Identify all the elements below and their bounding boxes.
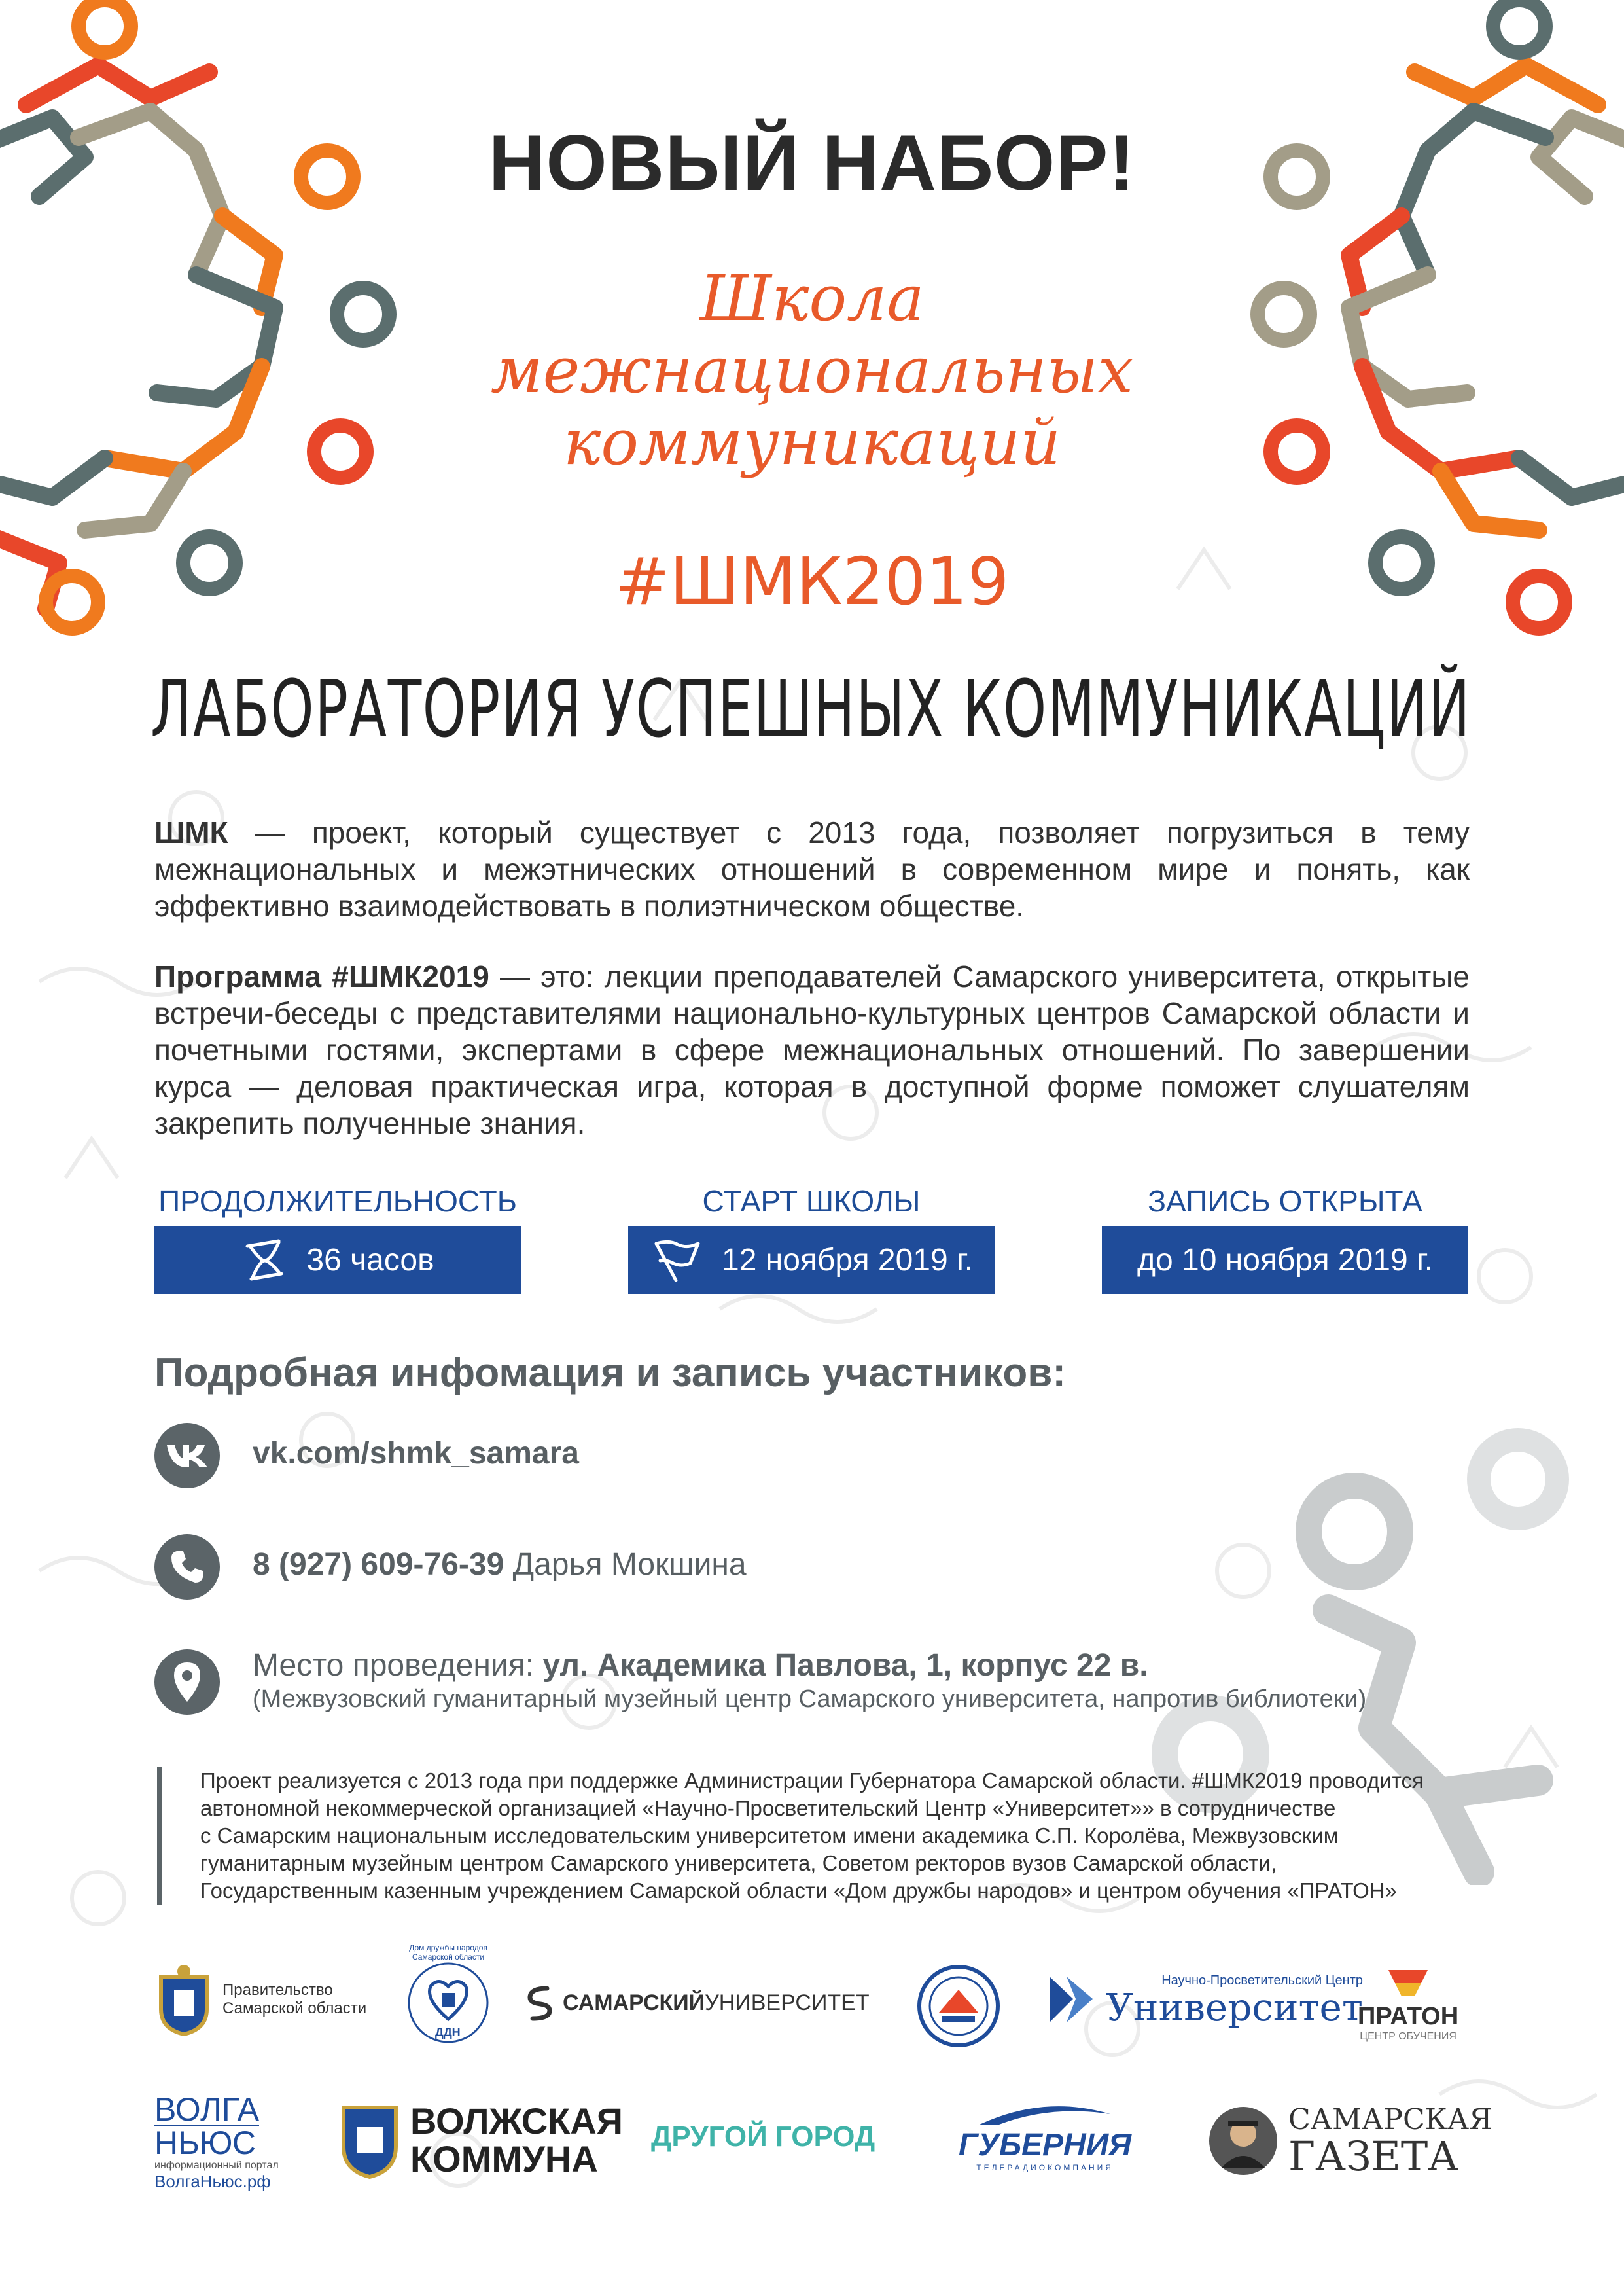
gazeta-portrait-icon (1207, 2105, 1279, 2177)
praton-icon (1375, 1964, 1441, 2003)
volga-sub: информационный портал (154, 2160, 279, 2171)
gubernia-text: ГУБЕРНИЯ (959, 2128, 1132, 2162)
about-p2-bold: Программа #ШМК2019 (154, 960, 489, 994)
contacts-title: Подробная инфомация и запись участников: (154, 1350, 1066, 1395)
volga-line-2: НЬЮС (154, 2125, 256, 2161)
duration-box (154, 1226, 521, 1294)
signup-box (1102, 1226, 1468, 1294)
drugoi-gorod-text: ДРУГОЙ ГОРОД (651, 2121, 875, 2153)
location-pin-icon (154, 1649, 220, 1715)
support-notice (157, 1767, 1472, 1905)
start-label: СТАРТ ШКОЛЫ (702, 1184, 921, 1218)
coat-of-arms-icon (154, 1964, 213, 2036)
signup-label: ЗАПИСЬ ОТКРЫТА (1148, 1184, 1422, 1218)
npc-small: Научно-Просветительский Центр (1161, 1973, 1363, 1988)
logo-samara-government (154, 1964, 366, 2036)
logo-volga-news (154, 2091, 279, 2192)
phone-number[interactable]: 8 (927) 609-76-39 (253, 1547, 504, 1582)
lab-title: ЛАБОРАТОРИЯ УСПЕШНЫХ КОММУНИКАЦИЙ (150, 664, 1472, 755)
council-emblem-icon (916, 1964, 1001, 2049)
venue-prefix: Место проведения: (253, 1648, 543, 1683)
phone-icon (154, 1534, 220, 1600)
ddn-ring-text: Дом дружбы народов Самарской области (409, 1943, 487, 1962)
vk-icon (154, 1423, 220, 1488)
start-value: 12 ноября 2019 г. (722, 1242, 973, 1278)
duration-label: ПРОДОЛЖИТЕЛЬНОСТЬ (158, 1184, 517, 1218)
logo-council (916, 1964, 1001, 2049)
new-set-heading: НОВЫЙ НАБОР! (488, 119, 1136, 207)
hourglass-icon (241, 1237, 287, 1283)
gazeta-line-1: САМАРСКАЯ (1288, 2103, 1492, 2136)
school-title-line3: коммуникаций (563, 406, 1061, 479)
samara-uni-bold: САМАРСКИЙ (563, 1990, 705, 2015)
hashtag: #ШМК2019 (614, 543, 1010, 620)
notice-line-1: Проект реализуется с 2013 года при поддержке Администрации Губернатора Самарской области. #ШМК2019 проводится (200, 1768, 1424, 1793)
logo-samarskaya-gazeta (1207, 2104, 1492, 2178)
gov-line-2: Самарской области (222, 2000, 367, 2017)
about-paragraph-1 (154, 814, 1470, 924)
gov-line-1: Правительство (222, 1981, 333, 1999)
about-p1-text: — проект, который существует с 2013 года, позволяет погрузиться в тему межнациональных и межэтнических отношений в современном мире и понять, как эффективно взаимодействовать в полиэтническом обществе. (154, 816, 1470, 923)
volga-site: ВолгаНьюс.рф (154, 2172, 271, 2191)
phone-person: Дарья Мокшина (504, 1547, 747, 1582)
gazeta-line-2: ГАЗЕТА (1288, 2132, 1459, 2180)
duration-value: 36 часов (306, 1242, 434, 1278)
notice-line-2: автономной некоммерческой организацией «Научно-Просветительский Центр «Университет»» в сотрудничестве (200, 1796, 1336, 1820)
logo-drugoi-gorod (651, 2121, 875, 2153)
kommuna-line-1: ВОЛЖСКАЯ (410, 2100, 624, 2142)
start-box (628, 1226, 995, 1294)
npc-big: Университет (1106, 1984, 1363, 2030)
logo-ddn (406, 1943, 491, 2045)
about-paragraph-2 (154, 958, 1470, 1141)
venue-address: ул. Академика Павлова, 1, корпус 22 в. (542, 1648, 1148, 1683)
gubernia-swoosh-icon (973, 2101, 1117, 2127)
signup-value: до 10 ноября 2019 г. (1137, 1242, 1434, 1278)
praton-sub: ЦЕНТР ОБУЧЕНИЯ (1360, 2031, 1456, 2042)
samara-uni-icon (523, 1983, 556, 2022)
logo-samara-university (523, 1983, 870, 2022)
samara-uni-rest: УНИВЕРСИТЕТ (705, 1990, 870, 2015)
phone-line (253, 1547, 747, 1583)
notice-line-5: Государственным казенным учреждением Самарской области «Дом дружбы народов» и центром обучения «ПРАТОН» (200, 1878, 1398, 1903)
volga-line-1: ВОЛГА (154, 2091, 259, 2128)
about-p1-bold: ШМК (154, 816, 228, 850)
kommuna-line-2: КОММУНА (410, 2138, 598, 2179)
notice-line-3: с Самарским национальным исследовательским университетом имени академика С.П. Королёва, Межвузовским (200, 1823, 1339, 1848)
npc-arrow-icon (1047, 1970, 1099, 2029)
ddn-label: ДДН (435, 2026, 461, 2039)
logo-volzhskaya-kommuna (337, 2101, 623, 2179)
logo-npc-university (1047, 1970, 1363, 2029)
notice-line-4: гуманитарным музейным центром Самарского университета, Советом ректоров вузов Самарской области, (200, 1851, 1277, 1875)
gubernia-sub: ТЕЛЕРАДИОКОМПАНИЯ (976, 2163, 1114, 2172)
school-title-line2: межнациональных (490, 334, 1134, 407)
praton-name: ПРАТОН (1358, 2003, 1459, 2030)
vk-link[interactable]: vk.com/shmk_samara (253, 1436, 579, 1471)
venue-line (253, 1647, 1148, 1683)
flag-icon (650, 1237, 702, 1283)
logo-gubernia (959, 2101, 1131, 2172)
logo-praton (1358, 1964, 1458, 2043)
about-p2-text: — это: лекции преподавателей Самарского университета, открытые встречи-беседы с представителями национально-культурных центров Самарской области и почетными гостями, экспертами в сфере межнациональных отношений. По завершении курса — деловая практическая игра, которая в доступной форме поможет слушателям закрепить полученные знания. (154, 960, 1470, 1140)
school-title-line1: Школа (699, 262, 925, 335)
kommuna-arms-icon (337, 2101, 402, 2179)
venue-note: (Межвузовский гуманитарный музейный центр Самарского университета, напротив библиотеки) (253, 1685, 1367, 1713)
